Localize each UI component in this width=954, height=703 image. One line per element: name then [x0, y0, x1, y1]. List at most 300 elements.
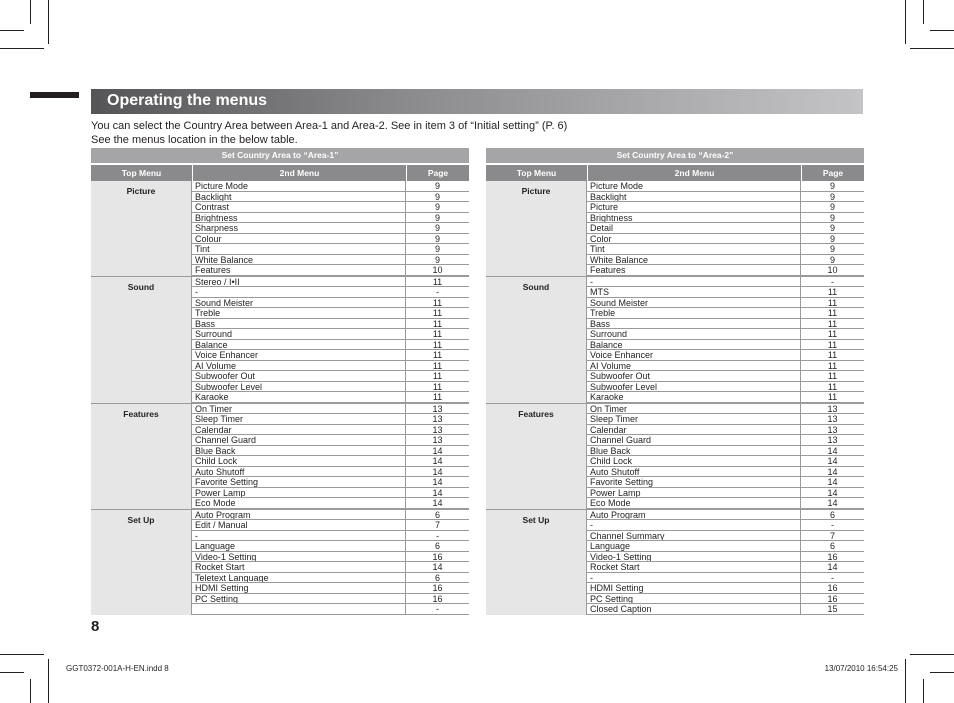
- crop-mark: [910, 48, 954, 49]
- page-ref: 11: [432, 297, 443, 308]
- table-header-row: [486, 165, 864, 181]
- table-row: [587, 583, 864, 594]
- page-ref: 14: [432, 445, 443, 456]
- crop-mark: [30, 0, 31, 24]
- page-ref: 9: [434, 254, 440, 265]
- table-row: [192, 255, 469, 266]
- page-ref: 11: [432, 392, 443, 402]
- crop-mark: [930, 30, 954, 31]
- submenu-name: Rocket Start: [587, 562, 801, 572]
- table-body: [91, 181, 469, 615]
- intro-text: [91, 119, 567, 147]
- page-ref: -: [831, 520, 834, 530]
- submenu-name: Treble: [192, 308, 406, 318]
- table-row: [587, 541, 864, 552]
- table-row: [587, 477, 864, 488]
- submenu-name: Eco Mode: [587, 498, 801, 508]
- page-title: Operating the menus: [107, 92, 268, 109]
- table-row: [587, 425, 864, 436]
- page-ref: 14: [432, 562, 443, 572]
- table-row: [192, 467, 469, 478]
- table-row: [587, 488, 864, 499]
- table-row: [587, 414, 864, 425]
- page-ref: 9: [434, 233, 440, 244]
- submenu-name: Surround: [192, 329, 406, 339]
- submenu-name: Power Lamp: [192, 488, 406, 498]
- page-ref: -: [831, 276, 834, 287]
- page-ref: 9: [829, 233, 835, 244]
- table-row: [192, 223, 469, 234]
- crop-mark: [0, 654, 44, 655]
- submenu-name: MTS: [587, 287, 801, 297]
- table-row: [587, 181, 864, 192]
- page-ref: 16: [432, 593, 443, 604]
- title-bar: [91, 89, 863, 114]
- table-row: [192, 456, 469, 467]
- table-row: [587, 498, 864, 509]
- table-row: [192, 298, 469, 309]
- page-ref: 11: [432, 329, 443, 339]
- page-ref: 11: [432, 350, 443, 360]
- submenu-name: PC Setting: [192, 594, 406, 604]
- footer-file-info: GGT0372-001A-H-EN.indd 8: [66, 664, 169, 673]
- table-row: [192, 392, 469, 403]
- table-row: [192, 477, 469, 488]
- table-row: [587, 329, 864, 340]
- table-row: [587, 213, 864, 224]
- table-row: [587, 456, 864, 467]
- menu-group: [486, 509, 864, 615]
- menu-group: [486, 276, 864, 403]
- table-row: [192, 446, 469, 457]
- submenu-name: Bass: [192, 319, 406, 329]
- submenu-name: AI Volume: [587, 361, 801, 371]
- table-row: [192, 552, 469, 563]
- crop-mark: [905, 0, 906, 44]
- submenu-name: Colour: [192, 234, 406, 244]
- table-row: [587, 510, 864, 521]
- table-row: [587, 371, 864, 382]
- table-row: [587, 404, 864, 415]
- submenu-name: Favorite Setting: [192, 477, 406, 487]
- page-ref: 14: [432, 466, 443, 477]
- table-row: [192, 319, 469, 330]
- column-header: Top Menu: [121, 168, 162, 178]
- table-row: [192, 213, 469, 224]
- table-row: [587, 552, 864, 563]
- submenu-name: -: [587, 573, 801, 583]
- table-body: [486, 181, 864, 615]
- page-ref: 14: [827, 445, 838, 456]
- submenu-name: On Timer: [587, 404, 801, 414]
- page-ref: 9: [434, 191, 440, 202]
- table-row: [192, 498, 469, 509]
- table-title: Set Country Area to “Area-2”: [486, 148, 864, 163]
- page-ref: 14: [827, 487, 838, 498]
- table-row: [587, 361, 864, 372]
- submenu-name: Channel Summary: [587, 531, 801, 541]
- page-ref: 14: [827, 466, 838, 477]
- submenu-list: [587, 404, 864, 509]
- submenu-list: [587, 277, 864, 403]
- page-ref: 14: [432, 456, 443, 466]
- table-row: [587, 319, 864, 330]
- page-number: 8: [91, 618, 100, 635]
- top-menu-cell: Set Up: [486, 510, 587, 615]
- page-ref: 11: [827, 371, 838, 381]
- page-ref: 10: [432, 265, 443, 275]
- submenu-name: Contrast: [192, 202, 406, 212]
- page-ref: -: [436, 530, 439, 541]
- menu-group: [486, 181, 864, 276]
- page-ref: 9: [434, 212, 440, 223]
- table-row: [192, 308, 469, 319]
- submenu-name: Child Lock: [192, 456, 406, 466]
- submenu-name: Bass: [587, 319, 801, 329]
- table-row: [587, 308, 864, 319]
- page-ref: 11: [432, 371, 443, 381]
- page-ref: -: [436, 287, 439, 297]
- submenu-name: PC Setting: [587, 594, 801, 604]
- submenu-name: Karaoke: [587, 392, 801, 402]
- page-ref: 13: [432, 435, 443, 445]
- page-ref: 9: [829, 202, 835, 212]
- submenu-name: Voice Enhancer: [587, 350, 801, 360]
- table-row: [192, 340, 469, 351]
- section-tab-marker: [30, 92, 79, 98]
- submenu-name: -: [192, 287, 406, 297]
- submenu-list: [192, 181, 469, 276]
- submenu-list: [192, 404, 469, 509]
- crop-mark: [0, 48, 44, 49]
- page-ref: 9: [829, 223, 835, 233]
- menu-group: [486, 403, 864, 509]
- submenu-name: Video-1 Setting: [192, 552, 406, 562]
- page-ref: 11: [827, 329, 838, 339]
- page-ref: 11: [827, 287, 838, 297]
- column-header: 2nd Menu: [192, 165, 406, 181]
- menu-group: [91, 509, 469, 615]
- submenu-name: Favorite Setting: [587, 477, 801, 487]
- page-ref: 6: [829, 541, 835, 551]
- table-row: [192, 414, 469, 425]
- table-row: [192, 435, 469, 446]
- submenu-name: Voice Enhancer: [192, 350, 406, 360]
- submenu-name: [192, 604, 406, 614]
- submenu-name: Sound Meister: [192, 298, 406, 308]
- table-row: [587, 298, 864, 309]
- menu-group: [91, 276, 469, 403]
- intro-line: You can select the Country Area between Area-1 and Area-2. See in item 3 of “Initial setting” (P. 6): [91, 120, 568, 132]
- page-ref: 14: [432, 477, 443, 487]
- page-ref: 9: [829, 254, 835, 265]
- page-ref: 11: [827, 339, 838, 350]
- submenu-name: Picture Mode: [587, 181, 801, 191]
- page-ref: 15: [827, 604, 838, 614]
- page-ref: 13: [432, 403, 443, 414]
- crop-mark: [48, 659, 49, 703]
- table-title: Set Country Area to “Area-1”: [91, 148, 469, 163]
- table-row: [192, 510, 469, 521]
- submenu-name: Auto Program: [587, 510, 801, 520]
- submenu-name: Balance: [587, 340, 801, 350]
- column-header: Page: [406, 165, 469, 181]
- submenu-name: Language: [587, 541, 801, 551]
- table-row: [587, 435, 864, 446]
- table-row: [192, 202, 469, 213]
- submenu-name: Karaoke: [192, 392, 406, 402]
- table-row: [587, 265, 864, 276]
- submenu-name: Brightness: [587, 213, 801, 223]
- table-row: [587, 382, 864, 393]
- page-ref: 13: [432, 424, 443, 435]
- submenu-name: Features: [192, 265, 406, 275]
- table-row: [587, 192, 864, 203]
- page-ref: 16: [827, 551, 838, 562]
- submenu-list: [192, 277, 469, 403]
- top-menu-cell: Sound: [486, 277, 587, 403]
- table-row: [192, 594, 469, 605]
- table-row: [587, 223, 864, 234]
- submenu-name: Teletext Language: [192, 573, 406, 583]
- table-row: [192, 371, 469, 382]
- page-ref: 11: [432, 360, 443, 371]
- crop-mark: [48, 0, 49, 44]
- submenu-name: Closed Caption: [587, 604, 801, 614]
- page-ref: 11: [432, 276, 443, 287]
- submenu-name: Calendar: [192, 425, 406, 435]
- page-ref: 6: [434, 572, 440, 583]
- column-header: Top Menu: [516, 168, 557, 178]
- submenu-list: [192, 510, 469, 615]
- table-row: [192, 234, 469, 245]
- table-row: [587, 446, 864, 457]
- crop-mark: [930, 672, 954, 673]
- table-row: [587, 562, 864, 573]
- crop-mark: [923, 679, 924, 703]
- submenu-name: Sound Meister: [587, 298, 801, 308]
- submenu-name: Eco Mode: [192, 498, 406, 508]
- submenu-name: Subwoofer Level: [587, 382, 801, 392]
- submenu-name: Auto Program: [192, 510, 406, 520]
- page-ref: 11: [827, 360, 838, 371]
- submenu-name: Power Lamp: [587, 488, 801, 498]
- submenu-name: Calendar: [587, 425, 801, 435]
- table-row: [192, 604, 469, 615]
- page-ref: 6: [434, 509, 440, 520]
- top-menu-cell: Picture: [91, 181, 192, 276]
- submenu-name: On Timer: [192, 404, 406, 414]
- crop-mark: [0, 30, 24, 31]
- table-row: [192, 541, 469, 552]
- page-ref: 16: [432, 583, 443, 593]
- menu-table-area-2: [486, 148, 864, 615]
- page-ref: 6: [829, 509, 835, 520]
- table-row: [587, 244, 864, 255]
- page-ref: 9: [829, 181, 835, 191]
- page-ref: 7: [434, 520, 440, 530]
- page-ref: 11: [432, 308, 443, 318]
- submenu-name: HDMI Setting: [587, 583, 801, 593]
- table-row: [192, 562, 469, 573]
- submenu-name: Subwoofer Level: [192, 382, 406, 392]
- submenu-name: Color: [587, 234, 801, 244]
- page-ref: 14: [827, 477, 838, 487]
- page-ref: 9: [434, 202, 440, 212]
- table-row: [587, 277, 864, 288]
- top-menu-cell: Sound: [91, 277, 192, 403]
- crop-mark: [910, 654, 954, 655]
- menu-group: [91, 403, 469, 509]
- submenu-name: Blue Back: [587, 446, 801, 456]
- column-header: Page: [801, 165, 864, 181]
- submenu-name: Backlight: [192, 192, 406, 202]
- submenu-name: Video-1 Setting: [587, 552, 801, 562]
- submenu-name: Subwoofer Out: [192, 371, 406, 381]
- page-ref: -: [436, 604, 439, 614]
- page-ref: 14: [827, 562, 838, 572]
- table-row: [587, 604, 864, 615]
- table-row: [192, 573, 469, 584]
- crop-mark: [923, 0, 924, 24]
- page-ref: 9: [829, 191, 835, 202]
- submenu-name: Balance: [192, 340, 406, 350]
- table-row: [192, 181, 469, 192]
- page-ref: 16: [827, 583, 838, 593]
- menu-table-area-1: [91, 148, 469, 615]
- page-ref: 11: [432, 318, 443, 329]
- crop-mark: [905, 659, 906, 703]
- submenu-name: -: [192, 531, 406, 541]
- table-row: [587, 234, 864, 245]
- submenu-name: Auto Shutoff: [192, 467, 406, 477]
- table-row: [587, 340, 864, 351]
- page-ref: 11: [827, 381, 838, 392]
- submenu-name: Picture Mode: [192, 181, 406, 191]
- page-ref: 10: [827, 265, 838, 275]
- table-row: [587, 531, 864, 542]
- page-ref: 11: [827, 350, 838, 360]
- page-ref: 13: [432, 414, 443, 424]
- page-ref: 13: [827, 435, 838, 445]
- page-ref: 11: [827, 297, 838, 308]
- table-row: [192, 265, 469, 276]
- page-ref: 7: [829, 530, 835, 541]
- table-row: [587, 520, 864, 531]
- crop-mark: [30, 679, 31, 703]
- submenu-list: [587, 510, 864, 615]
- submenu-name: -: [587, 520, 801, 530]
- top-menu-cell: Features: [91, 404, 192, 509]
- column-header: 2nd Menu: [587, 165, 801, 181]
- table-row: [192, 329, 469, 340]
- page-ref: 9: [434, 244, 440, 254]
- submenu-name: Surround: [587, 329, 801, 339]
- page-ref: -: [831, 572, 834, 583]
- table-row: [192, 520, 469, 531]
- table-row: [587, 255, 864, 266]
- submenu-name: Tint: [587, 244, 801, 254]
- page-ref: 9: [434, 223, 440, 233]
- page-ref: 11: [432, 339, 443, 350]
- page-ref: 14: [432, 498, 443, 508]
- submenu-name: Sleep Timer: [587, 414, 801, 424]
- submenu-name: Auto Shutoff: [587, 467, 801, 477]
- submenu-name: Edit / Manual: [192, 520, 406, 530]
- submenu-name: Stereo / I•II: [192, 277, 406, 287]
- page-ref: 9: [434, 181, 440, 191]
- table-row: [192, 488, 469, 499]
- table-row: [587, 287, 864, 298]
- page-ref: 14: [827, 498, 838, 508]
- top-menu-cell: Set Up: [91, 510, 192, 615]
- submenu-name: White Balance: [587, 255, 801, 265]
- table-row: [587, 573, 864, 584]
- submenu-name: Detail: [587, 223, 801, 233]
- top-menu-cell: Features: [486, 404, 587, 509]
- footer-timestamp: 13/07/2010 16:54:25: [824, 664, 898, 673]
- table-row: [192, 361, 469, 372]
- submenu-name: Channel Guard: [587, 435, 801, 445]
- page-ref: 11: [827, 318, 838, 329]
- table-row: [192, 425, 469, 436]
- table-row: [192, 382, 469, 393]
- page-ref: 11: [827, 308, 838, 318]
- submenu-name: Brightness: [192, 213, 406, 223]
- submenu-name: Backlight: [587, 192, 801, 202]
- page-ref: 9: [829, 212, 835, 223]
- submenu-name: Treble: [587, 308, 801, 318]
- table-header-row: [91, 165, 469, 181]
- table-row: [192, 277, 469, 288]
- page-ref: 14: [432, 487, 443, 498]
- table-row: [587, 350, 864, 361]
- submenu-name: Blue Back: [192, 446, 406, 456]
- submenu-name: -: [587, 277, 801, 287]
- page-ref: 16: [432, 551, 443, 562]
- table-row: [192, 350, 469, 361]
- submenu-name: Rocket Start: [192, 562, 406, 572]
- page-ref: 6: [434, 541, 440, 551]
- submenu-name: HDMI Setting: [192, 583, 406, 593]
- page-ref: 13: [827, 424, 838, 435]
- intro-line: See the menus location in the below table.: [91, 134, 298, 146]
- page-ref: 11: [432, 381, 443, 392]
- page-ref: 16: [827, 593, 838, 604]
- submenu-name: Sleep Timer: [192, 414, 406, 424]
- crop-mark: [0, 672, 24, 673]
- submenu-name: Features: [587, 265, 801, 275]
- table-row: [587, 202, 864, 213]
- page-ref: 13: [827, 414, 838, 424]
- table-row: [192, 583, 469, 594]
- page-ref: 11: [827, 392, 838, 402]
- top-menu-cell: Picture: [486, 181, 587, 276]
- submenu-name: Subwoofer Out: [587, 371, 801, 381]
- submenu-name: AI Volume: [192, 361, 406, 371]
- page-ref: 14: [827, 456, 838, 466]
- table-row: [192, 287, 469, 298]
- table-row: [587, 467, 864, 478]
- submenu-name: Tint: [192, 244, 406, 254]
- table-row: [192, 244, 469, 255]
- submenu-name: Channel Guard: [192, 435, 406, 445]
- submenu-name: Sharpness: [192, 223, 406, 233]
- table-row: [192, 531, 469, 542]
- submenu-name: Child Lock: [587, 456, 801, 466]
- table-row: [587, 594, 864, 605]
- page-ref: 9: [829, 244, 835, 254]
